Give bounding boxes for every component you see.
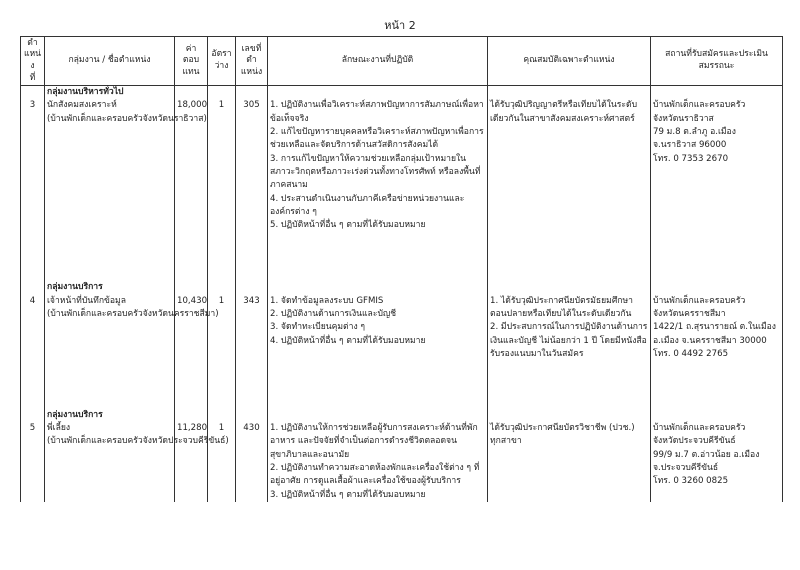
position-title: พี่เลี้ยง [47, 422, 71, 433]
duties-list [270, 99, 485, 232]
duty-item: 1. ปฏิบัติงานเพื่อวิเคราะห์สภาพปัญหาการสัมภาษณ์เพื่อหาข้อเท็จจริง [270, 100, 484, 124]
position-title: เจ้าหน้าที่บันทึกข้อมูล [47, 295, 126, 306]
location-line: จ.นราธิวาส 96000 [653, 140, 727, 151]
header-group-name: กลุ่มงาน / ชื่อตำแหน่ง [45, 37, 175, 86]
group-label: กลุ่มงานบริหารทั่วไป [45, 86, 175, 100]
header-duties: ลักษณะงานที่ปฏิบัติ [268, 37, 488, 86]
duty-item: 2. แก้ไขปัญหารายบุคคลหรือวิเคราะห์สภาพปัญหาเพื่อการช่วยเหลือและจัดบริการด้านสวัสดิการสังคมได้ [270, 126, 484, 151]
header-position-no: ตำ แหน่ง ที่ [21, 37, 45, 86]
position-title: นักสังคมสงเคราะห์ [47, 100, 117, 111]
agency-name: (บ้านพักเด็กและครอบครัวจังหวัดนราธิวาส) [47, 113, 207, 124]
post-number: 430 [236, 422, 268, 502]
header-rate: อัตรา ว่าง [208, 37, 236, 86]
qualification-text: ได้รับวุฒิปริญญาตรีหรือเทียบได้ในระดับเดียวกันในสาขาสังคมสงเคราะห์ศาสตร์ [488, 99, 651, 281]
salary-value: 18,000 [175, 99, 208, 281]
location-cell [651, 422, 783, 502]
page-number: หน้า 2 [384, 19, 416, 32]
location-line: 1422/1 ถ.สุรนารายณ์ ต.ในเมือง [653, 322, 776, 333]
location-line: บ้านพักเด็กและครอบครัว [653, 100, 746, 111]
duty-item: 1. จัดทำข้อมูลลงระบบ GFMIS [270, 295, 384, 306]
agency-name: (บ้านพักเด็กและครอบครัวจังหวัดนครราชสีมา) [47, 308, 219, 319]
position-number: 3 [21, 99, 45, 281]
position-number: 5 [21, 422, 45, 502]
rate-value: 1 [208, 99, 236, 281]
post-number: 305 [236, 99, 268, 281]
location-line: บ้านพักเด็กและครอบครัว [653, 295, 746, 306]
duty-item: 2. ปฏิบัติงานด้านการเงินและบัญชี [270, 308, 397, 319]
location-cell [651, 99, 783, 281]
duty-item: 4. ปฏิบัติหน้าที่อื่น ๆ ตามที่ได้รับมอบหมาย [270, 335, 426, 346]
post-number: 343 [236, 295, 268, 409]
qualification-text: ได้รับวุฒิประกาศนียบัตรวิชาชีพ (ปวช.) ทุกสาขา [488, 422, 651, 502]
location-line: อ.เมือง จ.นครราชสีมา 30000 [653, 335, 767, 346]
location-line: โทร. 0 4492 2765 [653, 348, 729, 359]
duty-item: 3. การแก้ไขปัญหาให้ความช่วยเหลือกลุ่มเป้าหมายในสภาวะวิกฤตหรือภาวะเร่งด่วนทั้งทางโทรศัพท์ หรือลงพื้นที่ภาคสนาม [270, 153, 481, 191]
position-number: 4 [21, 295, 45, 409]
table-row [21, 86, 783, 100]
location-line: จังหวัดนครราชสีมา [653, 308, 726, 319]
table-row [21, 281, 783, 294]
header-qualification: คุณสมบัติเฉพาะตำแหน่ง [488, 37, 651, 86]
rate-value: 1 [208, 295, 236, 409]
group-label: กลุ่มงานบริการ [45, 281, 175, 294]
salary-value: 10,430 [175, 295, 208, 409]
duty-item: 3. ปฏิบัติหน้าที่อื่น ๆ ตามที่ได้รับมอบหมาย [270, 489, 426, 500]
duties-cell [268, 99, 488, 281]
location-line: โทร. 0 7353 2670 [653, 153, 729, 164]
agency-name: (บ้านพักเด็กและครอบครัวจังหวัดประจวบคีรีขันธ์) [47, 436, 229, 447]
location-line: 99/9 ม.7 ต.อ่าวน้อย อ.เมือง [653, 449, 760, 460]
duty-item: 4. ประสานดำเนินงานกับภาคีเครือข่ายหน่วยงานและองค์กรต่าง ๆ [270, 193, 465, 217]
location-line: จังหวัดประจวบคีรีขันธ์ [653, 436, 736, 447]
duty-item: 3. จัดทำทะเบียนคุมต่าง ๆ [270, 322, 365, 333]
table-row [21, 409, 783, 422]
duties-cell [268, 295, 488, 409]
duty-item: 2. ปฏิบัติงานทำความสะอาดห้องพักและเครื่องใช้ต่าง ๆ ที่อยู่อาศัย การดูแลเสื้อผ้าและเครื่องใช้ของผู้รับบริการ [270, 462, 480, 487]
location-line: โทร. 0 3260 0825 [653, 476, 729, 487]
location-line: จังหวัดนราธิวาส [653, 113, 714, 124]
table-row [21, 99, 783, 281]
positions-table-container [20, 36, 782, 502]
location-line: บ้านพักเด็กและครอบครัว [653, 422, 746, 433]
table-row [21, 295, 783, 409]
duties-list [270, 422, 485, 502]
qualification-text: 1. ได้รับวุฒิประกาศนียบัตรมัธยมศึกษาตอนปลายหรือเทียบได้ในระดับเดียวกัน 2. มีประสบการณ์ในการปฏิบัติงานด้านการเงินและบัญชี ไม่น้อยกว่า 1 ปี โดยมีหนังสือรับรองแนบมาในวันสมัคร [488, 295, 651, 409]
header-salary: ค่า ตอบ แทน [175, 37, 208, 86]
salary-value: 11,280 [175, 422, 208, 502]
group-label: กลุ่มงานบริการ [45, 409, 175, 422]
duty-item: 1. ปฏิบัติงานให้การช่วยเหลือผู้รับการสงเคราะห์ด้านที่พัก อาหาร และปัจจัยที่จำเป็นต่อการดำรงชีวิตตลอดจนสุขาภิบาลและอนามัย [270, 422, 478, 460]
location-cell [651, 295, 783, 409]
duties-list [270, 295, 485, 348]
rate-value: 1 [208, 422, 236, 502]
location-line: จ.ประจวบคีรีขันธ์ [653, 462, 719, 473]
location-line: 79 ม.8 ต.ลำภู อ.เมือง [653, 126, 736, 137]
positions-table [20, 36, 783, 502]
header-post-no: เลขที่ ตำ แหน่ง [236, 37, 268, 86]
duties-cell [268, 422, 488, 502]
table-header-row [21, 37, 783, 86]
table-row [21, 422, 783, 502]
duty-item: 5. ปฏิบัติหน้าที่อื่น ๆ ตามที่ได้รับมอบหมาย [270, 220, 426, 231]
header-location: สถานที่รับสมัครและประเมินสมรรถนะ [651, 37, 783, 86]
